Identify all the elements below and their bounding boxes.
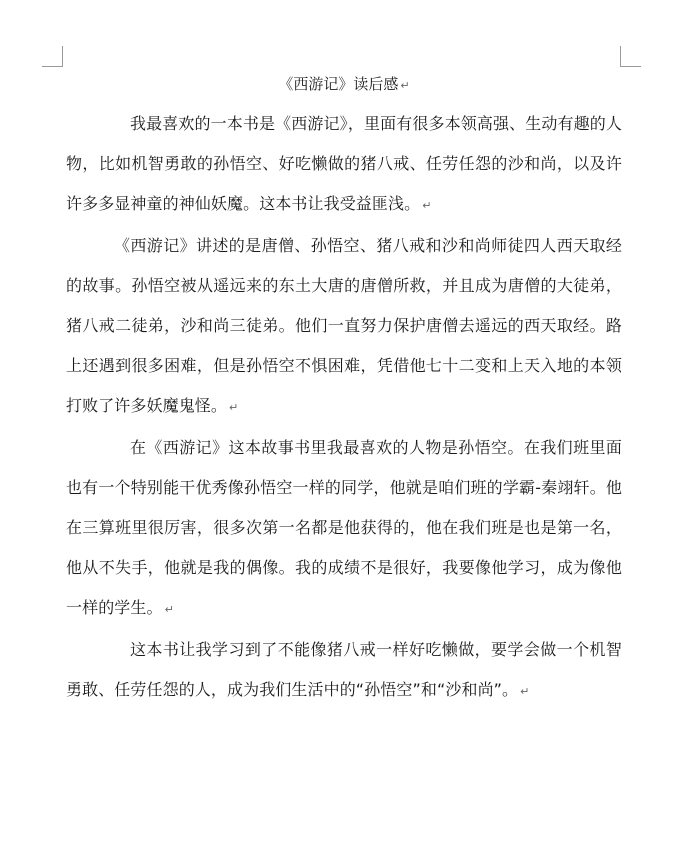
paragraph-mark-icon: ↵ xyxy=(400,79,410,92)
paragraph-mark-icon: ↵ xyxy=(520,685,530,698)
paragraph-mark-icon: ↵ xyxy=(164,603,174,616)
paragraph-3: 在《西游记》这本故事书里我最喜欢的人物是孙悟空。在我们班里面也有一个特别能干优秀像孙悟空一样的同学，他就是咱们班的学霸-秦翊轩。他在三算班里很厉害，很多次第一名都是他获得的，他在我们班是也是第一名，他从不失手，他就是我的偶像。我的成绩不是很好，我要像他学习，成为像他一样的学生。 ↵ xyxy=(66,438,622,617)
page-corner-top-left xyxy=(42,46,63,67)
paragraph-2: 《西游记》讲述的是唐僧、孙悟空、猪八戒和沙和尚师徒四人西天取经的故事。孙悟空被从遥远来的东土大唐的唐僧所救，并且成为唐僧的大徒弟，猪八戒二徒弟，沙和尚三徒弟。他们一直努力保护唐僧去遥远的西天取经。路上还遇到很多困难，但是孙悟空不惧困难，凭借他七十二变和上天入地的本领打败了许多妖魔鬼怪。 ↵ xyxy=(66,236,622,415)
document-body[interactable] xyxy=(66,74,622,712)
paragraph-1: 我最喜欢的一本书是《西游记》，里面有很多本领高强、生动有趣的人物，比如机智勇敢的孙悟空、好吃懒做的猪八戒、任劳任怨的沙和尚，以及许许多多显神童的神仙妖魔。这本书让我受益匪浅。 ↵ xyxy=(66,114,622,213)
paragraph-4: 这本书让我学习到了不能像猪八戒一样好吃懒做，要学会做一个机智勇敢、任劳任怨的人，成为我们生活中的“孙悟空”和“沙和尚”。 ↵ xyxy=(66,640,622,699)
page-corner-top-right xyxy=(620,46,641,67)
paragraph-mark-icon: ↵ xyxy=(229,401,239,414)
document-title: 《西游记》读后感 ↵ xyxy=(278,75,410,93)
paragraph-mark-icon: ↵ xyxy=(422,199,432,212)
